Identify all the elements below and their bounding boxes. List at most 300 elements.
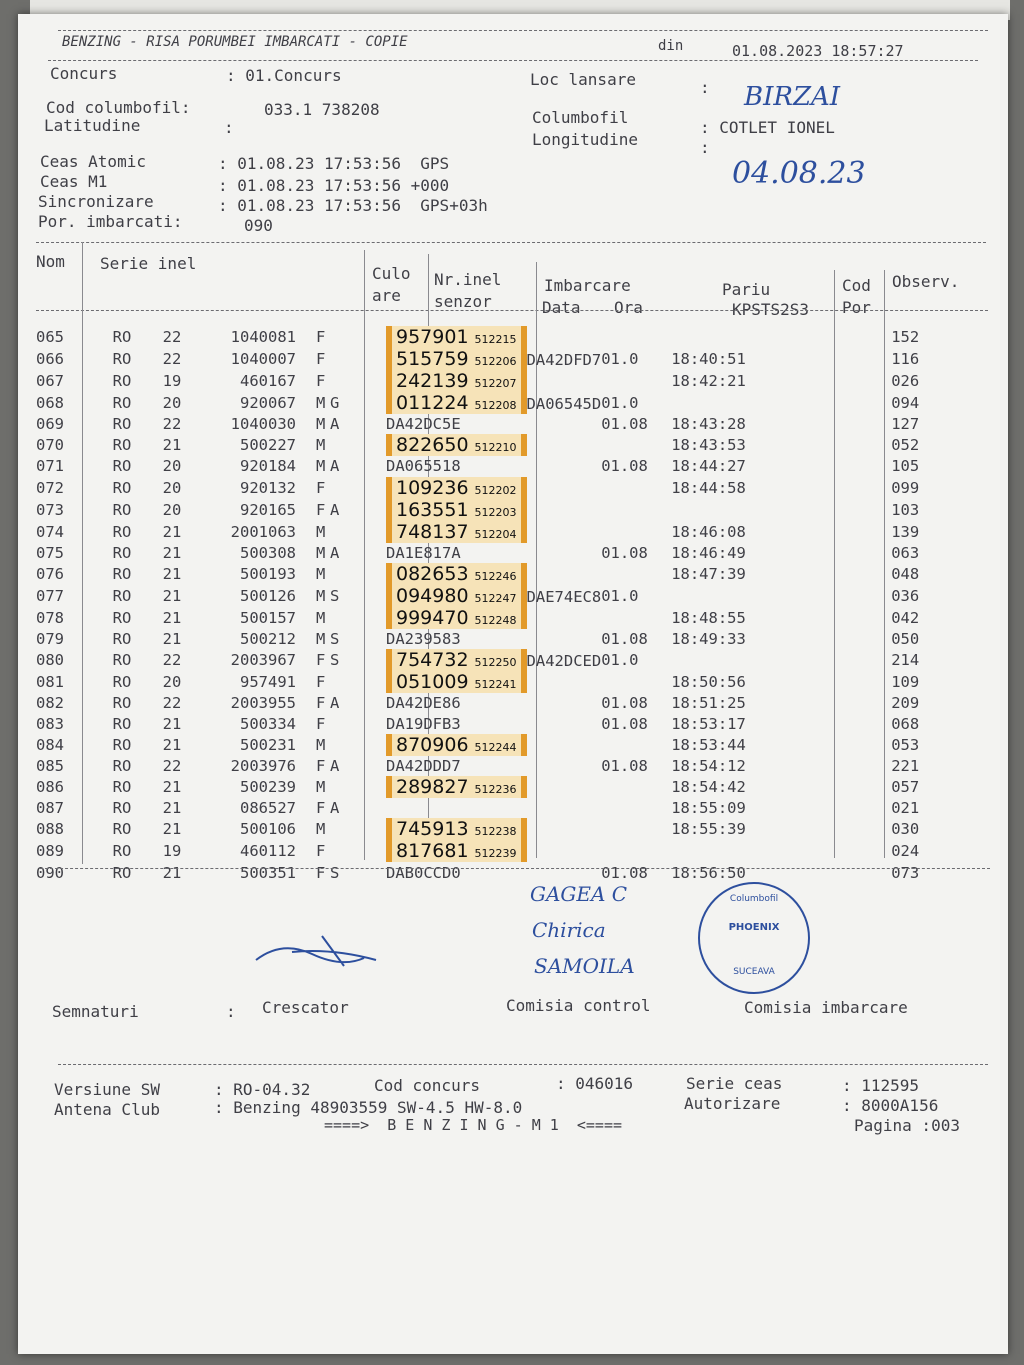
cell-num: 500227 — [240, 436, 296, 455]
crescator-label: Crescator — [262, 998, 349, 1017]
cell-sensor — [386, 734, 601, 756]
cell-par — [771, 477, 891, 499]
ceas-atomic-value: : 01.08.23 17:53:56 GPS — [218, 154, 450, 173]
benzing-banner: ====> B E N Z I N G - M 1 <==== — [324, 1116, 623, 1134]
versiune-label: Versiune SW — [54, 1080, 160, 1099]
cell-yr: 21 — [162, 543, 182, 562]
cell-col — [330, 370, 386, 392]
cell-sx: M — [316, 735, 326, 754]
cell-num: 920165 — [240, 500, 296, 519]
cell-ora: 18:44:58 — [671, 478, 746, 497]
comisia-imbarcare-label: Comisia imbarcare — [744, 998, 908, 1017]
cell-nom: 065 — [36, 328, 64, 346]
table-row — [36, 477, 945, 499]
cell-sensor — [386, 671, 601, 693]
ring-sticker — [386, 671, 527, 693]
cell-cod: 109 — [891, 673, 920, 692]
col-imbarcare: Imbarcare — [544, 276, 631, 295]
cell-par — [771, 713, 891, 733]
sticker-code: 512238 — [474, 825, 517, 839]
ring-sticker — [386, 370, 527, 392]
ring-sticker — [386, 776, 527, 798]
cell-sx: F — [316, 842, 326, 861]
cell-col: S — [330, 586, 340, 605]
cell-yr: 19 — [162, 842, 182, 861]
cell-num: 500334 — [240, 714, 296, 733]
cell-cod: 094 — [891, 394, 920, 412]
versiune-value: : RO-04.32 — [214, 1080, 311, 1099]
cell-sx: M — [316, 586, 326, 605]
cell-nom: 076 — [36, 564, 64, 583]
sticker-number: 870906 — [396, 733, 469, 756]
cell-col: A — [330, 457, 340, 476]
cell-par — [771, 671, 891, 693]
cell-sensor — [386, 370, 601, 392]
cell-cod: 030 — [891, 820, 920, 839]
cell-cod: 024 — [891, 842, 920, 861]
cell-ro: RO — [112, 372, 132, 390]
sticker-code: 512239 — [474, 847, 517, 861]
porumbei-imbarcati-value: 090 — [244, 216, 273, 235]
handwritten-date: 04.08.23 — [732, 156, 866, 191]
cell-sx: M — [316, 820, 326, 839]
comisia-control-label: Comisia control — [506, 996, 651, 1015]
cell-cod: 057 — [891, 778, 920, 797]
cell-par — [771, 862, 891, 882]
sticker-code: 512210 — [474, 441, 517, 455]
semnaturi-colon: : — [226, 1002, 236, 1021]
cell-par — [771, 649, 891, 671]
cell-num: 460167 — [240, 372, 296, 390]
cell-cod: 052 — [891, 436, 920, 455]
cell-col — [330, 734, 386, 756]
sticker-code: 512241 — [474, 678, 517, 692]
cell-sx: M — [316, 630, 326, 649]
cell-ora — [671, 585, 771, 607]
cell-sx: F — [316, 863, 326, 882]
ring-sticker — [386, 434, 527, 456]
cell-sx: M — [316, 436, 326, 455]
cell-ora — [671, 840, 771, 862]
col-culoare-1: Culo — [372, 264, 411, 283]
cell-data: 01.08 — [601, 756, 648, 775]
col-por: Por — [842, 298, 871, 317]
cell-num: 1040030 — [230, 415, 296, 434]
cell-nom: 083 — [36, 714, 64, 733]
cell-sensor — [386, 326, 601, 348]
sticker-number: 289827 — [396, 776, 469, 799]
receipt-paper — [18, 14, 1008, 1354]
cell-sensor — [386, 348, 601, 370]
col-senzor: senzor — [434, 292, 492, 311]
sticker-code: 512215 — [474, 333, 517, 346]
ring-sticker — [386, 734, 527, 756]
cod-columbofil-value: 033.1 738208 — [264, 100, 380, 119]
cell-ro: RO — [112, 350, 132, 368]
cell-nom: 080 — [36, 651, 64, 670]
cell-yr: 22 — [162, 651, 182, 670]
sticker-number: 957901 — [396, 326, 469, 348]
ring-sticker — [386, 392, 527, 414]
club-stamp — [698, 882, 810, 994]
cell-num: 500212 — [240, 630, 296, 649]
cell-nom: 077 — [36, 586, 64, 605]
cell-sx: F — [316, 372, 326, 390]
cell-sensor — [386, 477, 601, 499]
cell-cod: 026 — [891, 372, 920, 390]
cell-yr: 21 — [162, 522, 182, 541]
cell-yr: 21 — [162, 820, 182, 839]
cell-par — [771, 734, 891, 756]
cell-par — [771, 326, 891, 348]
cell-ora: 18:55:39 — [671, 820, 746, 839]
cell-cod: 048 — [891, 564, 920, 583]
cell-yr: 22 — [162, 328, 182, 346]
cell-num: 2003955 — [230, 694, 296, 713]
cell-col — [330, 776, 386, 798]
cell-col — [330, 434, 386, 456]
print-datetime: 01.08.2023 18:57:27 — [732, 42, 904, 60]
table-row — [36, 798, 945, 818]
sticker-code: 512206 — [474, 355, 517, 368]
cell-yr: 21 — [162, 735, 182, 754]
cell-cod: 099 — [891, 478, 920, 497]
table-row — [36, 499, 945, 521]
sticker-code: 512247 — [474, 591, 517, 605]
cell-nom: 089 — [36, 842, 64, 861]
sticker-number: 745913 — [396, 818, 469, 841]
cell-ora: 18:47:39 — [671, 564, 746, 583]
ceas-m1-value: : 01.08.23 17:53:56 +000 — [218, 176, 450, 195]
sticker-code: 512250 — [474, 656, 517, 670]
cell-ro: RO — [112, 328, 132, 346]
cell-data: 01.08 — [601, 543, 648, 562]
cell-sx: F — [316, 500, 326, 519]
cell-data — [601, 607, 671, 629]
sticker-number: 999470 — [396, 606, 469, 629]
sincronizare-label: Sincronizare — [38, 192, 154, 211]
cell-sensor — [386, 499, 601, 521]
cell-cod: 068 — [891, 714, 920, 733]
cell-num: 500351 — [240, 863, 296, 882]
sticker-code: 512208 — [474, 399, 517, 412]
ring-sticker — [386, 607, 527, 629]
ceas-m1-label: Ceas M1 — [40, 172, 108, 191]
sticker-code: 512246 — [474, 569, 517, 583]
col-data: Data — [542, 298, 581, 317]
sensor-id: DA42DCED — [526, 652, 602, 671]
cell-col: G — [330, 394, 340, 412]
cell-col: S — [330, 651, 340, 670]
table-row — [36, 414, 945, 434]
sticker-code: 512236 — [474, 783, 517, 797]
cell-num: 500193 — [240, 564, 296, 583]
stamp-top-text: Columbofil — [729, 894, 779, 904]
cell-sensor: DA42DDD7 — [386, 756, 461, 775]
cell-par — [771, 414, 891, 434]
stamp-mid-text: PHOENIX — [728, 922, 780, 933]
cell-data — [601, 563, 671, 585]
cell-ora: 18:56:50 — [671, 863, 746, 882]
cell-ro: RO — [112, 735, 132, 754]
cell-col — [330, 521, 386, 543]
table-row — [36, 456, 945, 476]
cell-par — [771, 543, 891, 563]
sticker-code: 512204 — [474, 527, 517, 541]
cell-cod: 214 — [891, 651, 920, 670]
cell-par — [771, 456, 891, 476]
document-title: BENZING - RISA PORUMBEI IMBARCATI - COPIE — [62, 34, 408, 50]
cell-nom: 071 — [36, 457, 64, 476]
cell-ro: RO — [112, 694, 132, 713]
cell-nom: 084 — [36, 735, 64, 754]
cell-ro: RO — [112, 842, 132, 861]
cell-sensor: DA1E817A — [386, 543, 461, 562]
cell-data: 01.0 — [601, 394, 639, 412]
cell-ora: 18:43:53 — [671, 436, 746, 455]
table-row — [36, 607, 945, 629]
col-nom: Nom — [36, 252, 65, 271]
cell-data — [601, 818, 671, 840]
ceas-atomic-label: Ceas Atomic — [40, 152, 146, 171]
ring-sticker — [386, 818, 527, 840]
sensor-id: DA42DFD7 — [526, 351, 602, 369]
ring-sticker — [386, 563, 527, 585]
cell-ora: 18:48:55 — [671, 608, 746, 627]
cell-yr: 21 — [162, 586, 182, 605]
cell-par — [771, 585, 891, 607]
cell-sensor: DA19DFB3 — [386, 714, 461, 733]
cell-ro: RO — [112, 522, 132, 541]
table-row — [36, 776, 945, 798]
crescator-signature — [252, 930, 382, 970]
cell-nom: 070 — [36, 436, 64, 455]
table-row — [36, 756, 945, 776]
cell-ora: 18:51:25 — [671, 694, 746, 713]
ring-sticker — [386, 348, 527, 370]
cell-col — [330, 326, 386, 348]
cell-par — [771, 693, 891, 713]
cell-nom: 074 — [36, 522, 64, 541]
cell-yr: 21 — [162, 564, 182, 583]
cell-ro: RO — [112, 651, 132, 670]
table-row — [36, 370, 945, 392]
cell-yr: 21 — [162, 436, 182, 455]
cell-num: 460112 — [240, 842, 296, 861]
cell-ora: 18:54:42 — [671, 778, 746, 797]
cell-par — [771, 499, 891, 521]
autorizare-value: : 8000A156 — [842, 1096, 939, 1115]
cell-data: 01.08 — [601, 630, 648, 649]
table-row — [36, 629, 945, 649]
cell-ro: RO — [112, 778, 132, 797]
cell-ora: 18:40:51 — [671, 350, 746, 368]
cell-yr: 20 — [162, 673, 182, 692]
porumbei-imbarcati-label: Por. imbarcati: — [38, 212, 183, 231]
table-row — [36, 734, 945, 756]
cell-ro: RO — [112, 863, 132, 882]
cell-ora: 18:46:08 — [671, 522, 746, 541]
cell-num: 920184 — [240, 457, 296, 476]
cell-sensor — [386, 434, 601, 456]
handwritten-location: BIRZAI — [744, 82, 841, 112]
cell-col: A — [330, 415, 340, 434]
cell-num: 1040007 — [230, 350, 296, 368]
table-row — [36, 521, 945, 543]
header-top-rule — [58, 30, 988, 31]
cell-data: 01.08 — [601, 415, 648, 434]
cell-sensor — [386, 563, 601, 585]
cell-par — [771, 434, 891, 456]
cell-yr: 22 — [162, 694, 182, 713]
cell-par — [771, 629, 891, 649]
ring-sticker — [386, 649, 527, 671]
columbofil-value: : COTLET IONEL — [700, 118, 835, 137]
cell-num: 2003976 — [230, 756, 296, 775]
cell-nom: 087 — [36, 799, 64, 818]
cell-sensor: DA42DC5E — [386, 415, 461, 434]
cell-num: 920067 — [240, 394, 296, 412]
cell-ora — [671, 326, 771, 348]
col-cod: Cod — [842, 276, 871, 295]
table-row — [36, 543, 945, 563]
cell-sx: F — [316, 673, 326, 692]
table-header-rule — [36, 310, 988, 311]
cell-yr: 21 — [162, 799, 182, 818]
cell-data — [601, 434, 671, 456]
cell-sensor — [386, 607, 601, 629]
table-row — [36, 818, 945, 840]
sticker-number: 109236 — [396, 476, 469, 499]
latitudine-label: Latitudine — [44, 116, 141, 135]
ring-sticker — [386, 326, 527, 348]
col-pariu: Pariu — [722, 280, 771, 299]
table-row — [36, 326, 945, 348]
cell-nom: 088 — [36, 820, 64, 839]
cell-sx: M — [316, 543, 326, 562]
cell-cod: 105 — [891, 457, 920, 476]
cell-nom: 086 — [36, 778, 64, 797]
cell-nom: 082 — [36, 694, 64, 713]
serie-ceas-label: Serie ceas — [686, 1074, 783, 1093]
ring-sticker — [386, 840, 527, 862]
cell-num: 500308 — [240, 543, 296, 562]
cell-yr: 22 — [162, 415, 182, 434]
autorizare-label: Autorizare — [684, 1094, 781, 1113]
cell-sensor — [386, 776, 601, 798]
table-bottom-rule — [40, 868, 990, 869]
cell-par — [771, 756, 891, 776]
cell-col: A — [330, 756, 340, 775]
cell-nom: 075 — [36, 543, 64, 562]
cell-data: 01.08 — [601, 457, 648, 476]
semnaturi-label: Semnaturi — [52, 1002, 139, 1021]
cell-ro: RO — [112, 415, 132, 434]
cell-data — [601, 776, 671, 798]
cell-cod: 021 — [891, 799, 920, 818]
cell-par — [771, 607, 891, 629]
cod-concurs-value: : 046016 — [556, 1074, 634, 1093]
cell-col — [330, 477, 386, 499]
cell-ro: RO — [112, 799, 132, 818]
cell-yr: 21 — [162, 630, 182, 649]
cell-col — [330, 671, 386, 693]
table-row — [36, 392, 945, 414]
pigeon-table — [36, 326, 945, 883]
cell-ro: RO — [112, 436, 132, 455]
cell-par — [771, 798, 891, 818]
cell-par — [771, 563, 891, 585]
cell-data — [601, 734, 671, 756]
cell-cod: 152 — [891, 328, 920, 346]
cell-ro: RO — [112, 457, 132, 476]
cell-col: A — [330, 543, 340, 562]
cell-num: 500126 — [240, 586, 296, 605]
cell-sensor — [386, 649, 601, 671]
cell-yr: 20 — [162, 500, 182, 519]
cell-ro: RO — [112, 630, 132, 649]
table-row — [36, 649, 945, 671]
cell-cod: 103 — [891, 500, 920, 519]
cell-sx: M — [316, 778, 326, 797]
cell-nom: 078 — [36, 608, 64, 627]
sticker-code: 512203 — [474, 505, 517, 519]
cell-sx: F — [316, 651, 326, 670]
cell-ora: 18:43:28 — [671, 415, 746, 434]
cell-cod: 063 — [891, 543, 920, 562]
cell-col — [330, 840, 386, 862]
cell-nom: 069 — [36, 415, 64, 434]
cell-sx: M — [316, 415, 326, 434]
cell-data: 01.08 — [601, 694, 648, 713]
cell-yr: 20 — [162, 457, 182, 476]
cell-par — [771, 818, 891, 840]
col-observ: Observ. — [892, 272, 960, 291]
sticker-number: 515759 — [396, 348, 469, 370]
cell-nom: 068 — [36, 394, 64, 412]
sticker-number: 094980 — [396, 584, 469, 607]
cell-num: 500239 — [240, 778, 296, 797]
cell-col — [330, 348, 386, 370]
cell-data — [601, 798, 671, 818]
cell-yr: 21 — [162, 863, 182, 882]
sticker-number: 242139 — [396, 370, 469, 392]
cell-sensor: DA065518 — [386, 457, 461, 476]
cell-sensor — [386, 818, 601, 840]
cell-col — [330, 563, 386, 585]
cell-sx: F — [316, 756, 326, 775]
sticker-code: 512244 — [474, 740, 517, 754]
cell-num: 500231 — [240, 735, 296, 754]
table-row — [36, 671, 945, 693]
cell-sx: F — [316, 350, 326, 368]
ring-sticker — [386, 499, 527, 521]
cell-cod: 042 — [891, 608, 920, 627]
cell-nom: 081 — [36, 673, 64, 692]
table-row — [36, 862, 945, 882]
cell-par — [771, 840, 891, 862]
cell-sensor — [386, 585, 601, 607]
antena-value: : Benzing 48903559 SW-4.5 HW-8.0 — [214, 1098, 523, 1117]
cell-col — [330, 713, 386, 733]
cell-data — [601, 326, 671, 348]
cell-sx: F — [316, 328, 326, 346]
table-row — [36, 563, 945, 585]
cell-data — [601, 477, 671, 499]
header-bottom-rule — [48, 60, 978, 61]
table-row — [36, 693, 945, 713]
cell-sx: F — [316, 694, 326, 713]
